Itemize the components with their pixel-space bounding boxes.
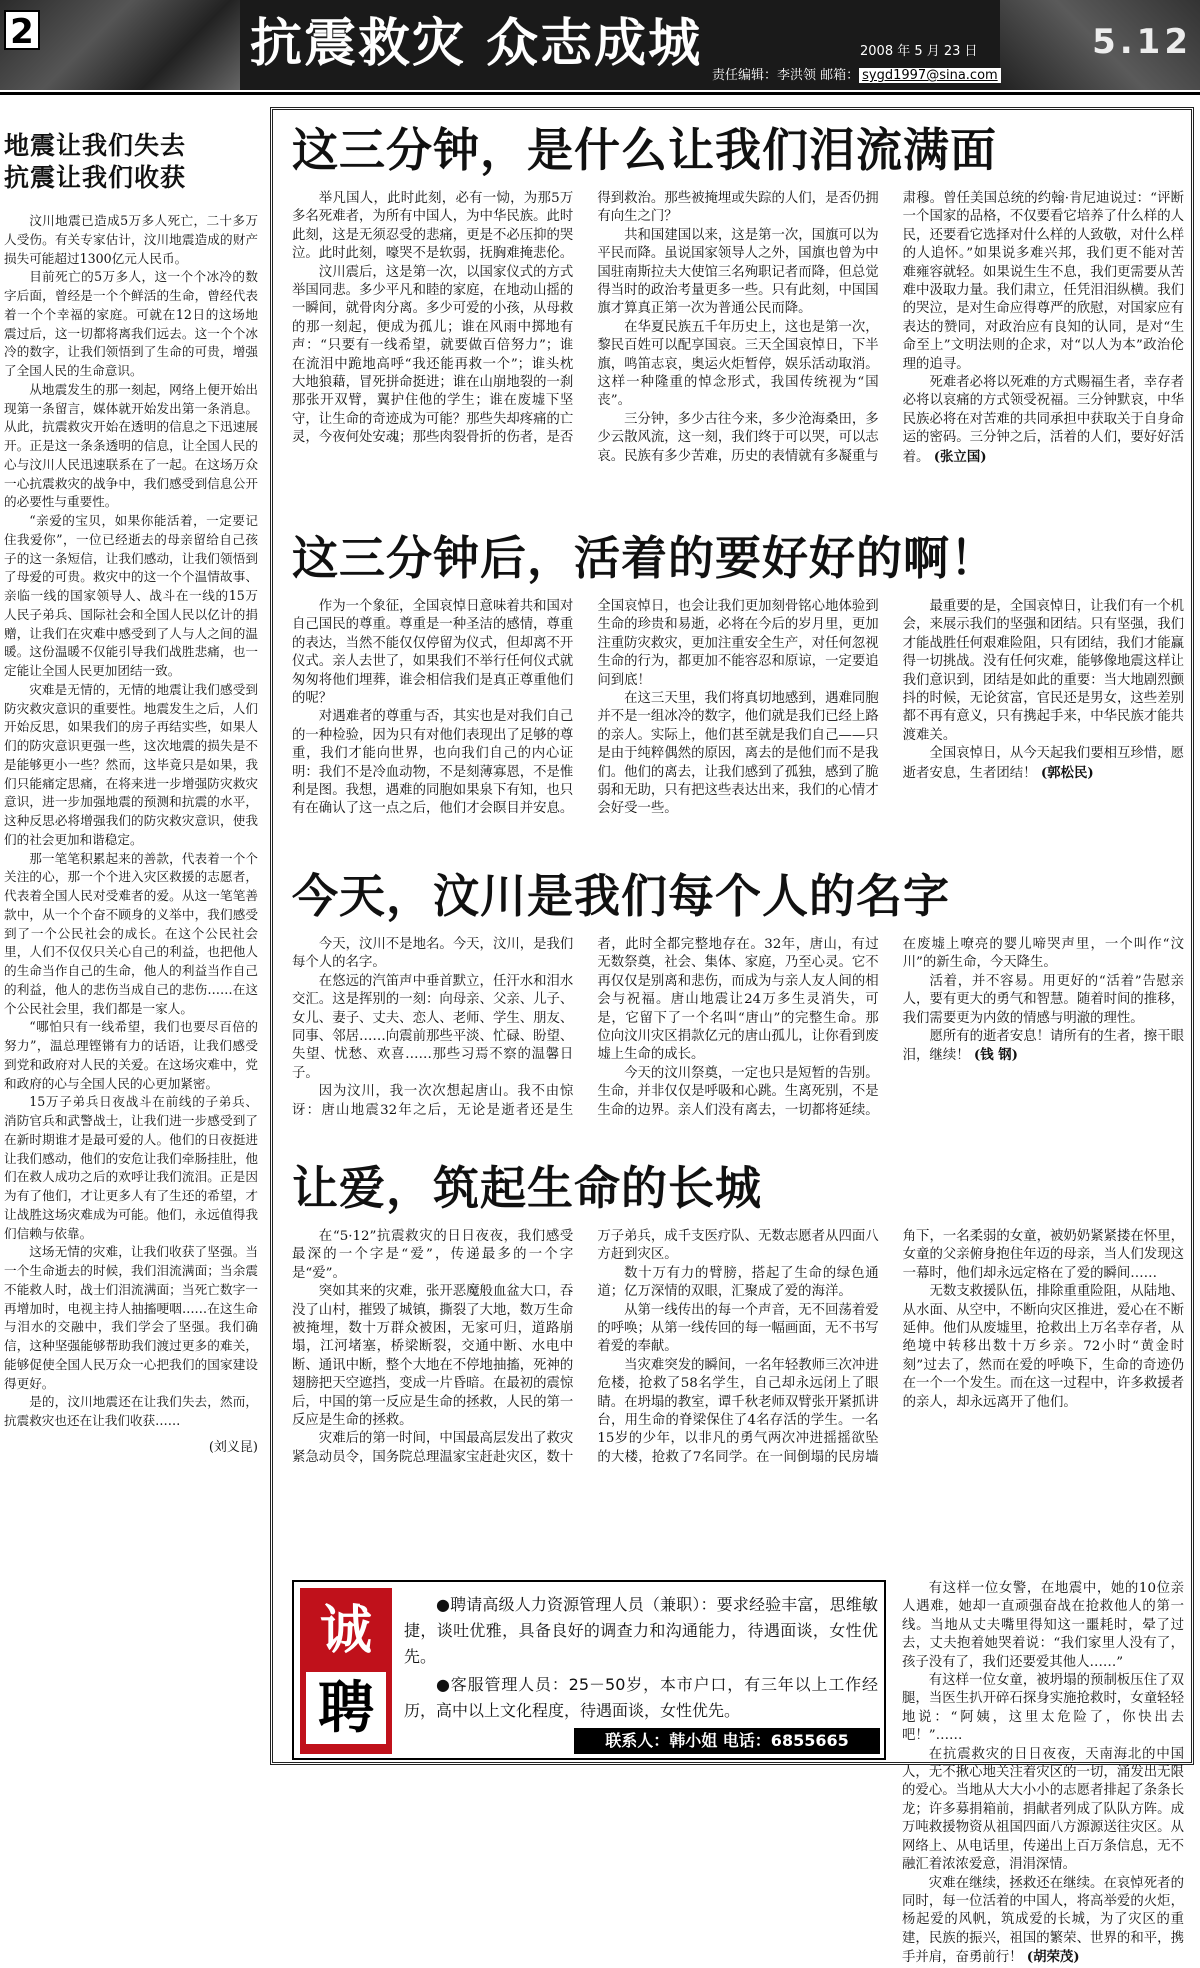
article-paragraph: 举凡国人，此时此刻，必有一恸，为那5万多名死难者，为所有中国人，为中华民族。此时此刻，这是无须忍受的悲痛，更是不必压抑的哭泣。此时此刻，嚎哭不是软弱，抚胸难掩悲伦。: [292, 191, 574, 262]
article-4-byline: (胡荣茂): [1026, 1949, 1080, 1966]
ad-text: [404, 1592, 878, 1726]
article-paragraph: 在“5·12”抗震救灾的日日夜夜，我们感受最深的一个字是“爱”，传递最多的一个字是“爱”。: [292, 1229, 574, 1281]
article-paragraph: 汶川震后，这是第一次，以国家仪式的方式举国同悲。多少平凡和睦的家庭，在地动山摇的一瞬间，就骨肉分离。多少可爱的小孩，从母救的那一刻起，便成为孤儿；谁在风雨中掷地有声：“只要有一线希望，就要做百倍努力”；谁在流泪中跪地高呼“我还能再救一个”；谁头枕大地狼藉，冒死拼命挺进；谁在山崩地裂的一刹那张开双臂，翼护住他的学生；谁在废墟下坚守，让生命的奇迹成为可能？那些失却疼痛的亡灵，今夜何处安魂；那些肉裂骨折的伤者，是否得到救治。那些被掩埋或失踪的人们，是否仍拥有向生之门？: [292, 191, 879, 446]
left-article-byline: (刘义昆): [208, 1439, 258, 1455]
left-paragraph: 目前死亡的5万多人，这一个个冰冷的数字后面，曾经是一个个鲜活的生命，曾经代表着一个个幸福的家庭。可就在12日的这场地震过后，这一切都将离我们远去。这一个个冰冷的数字，让我们领悟到了生命的可贵，增强了全国人民的生命意识。: [4, 269, 258, 378]
article-paragraph: 有这样一位女警，在地震中，她的10位亲人遇难，她却一直顽强奋战在抢救他人的第一线。当地从丈夫嘴里得知这一噩耗时，晕了过去，丈夫抱着她哭着说：“我们家里人没有了，孩子没有了，我们还要爱其他人……”: [902, 1581, 1184, 1670]
left-paragraph: 汶川地震已造成5万多人死亡，二十多万人受伤。有关专家估计，汶川地震造成的财产损失可能超过1300亿元人民币。: [4, 213, 258, 266]
article-3-title: 今天，汶川是我们每个人的名字: [292, 869, 950, 923]
article-2-title: 这三分钟后，活着的要好好的啊！: [292, 531, 997, 585]
article-paragraph: 从第一线传出的每一个声音，无不回荡着爱的呼唤；从第一线传回的每一幅画面，无不书写着爱的奉献。: [597, 1302, 879, 1355]
article-last-text: 灾难在继续，拯救还在继续。在哀悼死者的同时，每一位活着的中国人，将高举爱的火炬，杨起爱的风帆，筑成爱的长城，为了灾区的重建，民族的振兴，祖国的繁荣、世界的和平，携手并肩，奋勇前行！: [902, 1875, 1184, 1966]
article-paragraph: 作为一个象征，全国哀悼日意味着共和国对自己国民的尊重。尊重是一种圣洁的感情，尊重的表达，当然不能仅仅停留为仪式，但却离不开仪式。亲人去世了，如果我们不举行任何仪式就匆匆将他们埋葬，谁会相信我们是真正尊重他们的呢？: [292, 599, 574, 707]
header-rule: [0, 92, 1200, 95]
left-paragraph: 那一笔笔积累起来的善款，代表着一个个关注的心，那一个个进入灾区救援的志愿者，代表着全国人民对受难者的爱。从这一笔笔善款中，从一个个奋不顾身的义举中，我们感受到了一个公民社会的成长。在这个公民社会里，人们不仅仅只关心自己的利益，也把他人的生命当作自己的生命，他人的利益当作自己的利益，他人的悲伤当成自己的悲伤……在这个公民社会里，我们都是一家人。: [4, 850, 258, 1016]
article-3-body: [292, 936, 1184, 1150]
article-paragraph: 最重要的是，全国哀悼日，让我们有一个机会，来展示我们的坚强和团结。只有坚强，我们才能战胜任何艰难险阻，只有团结，我们才能赢得一切挑战。没有任何灾难，能够像地震这样让我们意识到，团结是如此的重要：当大地剧烈颤抖的时候，无论贫富，官民还是男女，这些差别都不再有意义，只有携起手来，中华民族才能共渡难关。: [902, 599, 1184, 743]
article-paragraph: 有这样一位女童，被坍塌的预制板压住了双腿，当医生扒开碎石探身实施抢救时，女童轻轻地说：“阿姨，这里太危险了，你快出去吧！”……: [902, 1673, 1184, 1744]
article-paragraph: [903, 745, 1184, 783]
article-paragraph: [902, 1875, 1184, 1968]
article-paragraph: 在华夏民族五千年历史上，这也是第一次，黎民百姓可以配享国哀。三天全国哀悼日，下半旗，鸣笛志哀，奥运火炬暂停，娱乐活动取消。这样一种隆重的悼念形式，我国传统视为“国丧”。: [597, 319, 879, 409]
header-logo-512: 5.12: [1092, 22, 1192, 62]
article-paragraph: 三分钟，多少古往今来，多少沧海桑田，多少云散风流，这一刻，我们终于可以哭，可以志哀。民族有多少苦难，历史的表情就有多凝重与肃穆。曾任美国总统的约翰·肯尼迪说过：“评断一个国家的品格，不仅要看它培养了什么样的人民，还要看它选择对什么样的人致敬，对什么样的人追怀。”如果说多难兴邦，我们更不能对苦难雍容就轻。如果说生生不息，我们更需要从苦难中汲取力量。我们肃立，任凭泪泪纵横。我们的哭泣，是对生命应得尊严的欣慰，对国家应有表达的赞同，对政治应有良知的认同，是对“生命至上”文明法则的企求，对“以人为本”政治伦理的追寻。: [597, 191, 1184, 464]
article-4: [292, 1160, 1184, 1568]
header-title: 抗震救灾 众志成城: [250, 13, 703, 74]
header-date: 2008 年 5 月 23 日: [860, 44, 978, 59]
article-last-text: 死难者必将以死难的方式赐福生者，幸存者必将以哀痛的方式领受祝福。三分钟默哀，中华民族必将在对苦难的共同承担中获取关于自身命运的密码。三分钟之后，活着的人们，要好好活着。: [902, 375, 1184, 465]
ad-badge: [300, 1588, 392, 1754]
ad-char-2: 聘: [306, 1672, 386, 1744]
job-ad: [292, 1580, 886, 1760]
article-paragraph: [903, 374, 1184, 467]
ad-char-1: 诚: [319, 1600, 372, 1661]
article-paragraph: 无数支救援队伍，排除重重险阻，从陆地、从水面、从空中，不断向灾区推进，爱心在不断延伸。他们从废墟里，抢救出上万名幸存者，从绝境中转移出数十万乡亲。72小时“黄金时刻”过去了，然而在爱的呼唤下，生命的奇迹仍在一个一个发生。而在这一过程中，许多救援者的亲人，却永远离开了他们。: [902, 1284, 1184, 1410]
article-paragraph: 今天的汶川祭奠，一定也只是短暂的告别。生命，并非仅仅是呼吸和心跳。生离死别，不是生命的边界。亲人们没有离去，一切都将延续。在废墟上嘹亮的婴儿啼哭声里，一个叫作“汶川”的新生命，今天降生。: [597, 937, 1184, 1118]
article-paragraph: 当灾难突发的瞬间，一名年轻教师三次冲进危楼，抢救了58名学生，自己却永远闭上了眼睛。在坍塌的教室，谭千秋老师双臂张开紧抓讲台，用生命的脊梁保住了4名存活的学生。一名15岁的少年，以非凡的勇气两次冲进摇摇欲坠的大楼，抢救了7名同学。在一间倒塌的民房墙角下，一名柔弱的女童，被奶奶紧紧搂在怀里，女童的父亲俯身抱住年迈的母亲，当人们发现这一幕时，他们却永远定格在了爱的瞬间……: [597, 1229, 1184, 1465]
article-paragraph: 突如其来的灾难，张开恶魔般血盆大口，吞没了山村，摧毁了城镇，撕裂了大地，数万生命被掩埋，数十万群众被困，无家可归，道路崩塌，江河堵塞，桥梁断裂，交通中断、水电中断、通讯中断，整个大地在不停地抽搐，死神的翅膀把天空遮挡，变成一片昏暗。在最初的震惊后，中国的第一反应是生命的拯救，人民的第一反应是生命的拯救。: [292, 1284, 574, 1429]
article-paragraph: 在抗震救灾的日日夜夜，天南海北的中国人，无不揪心地关注着灾区的一切，涌发出无限的爱心。当地从大大小小的志愿者排起了条条长龙；许多募捐箱前，捐献者列成了队队方阵。成万吨救援物资从祖国四面八方源源送往灾区。从网络上、从电话里，传递出上百万条信息，无不融汇着浓浓爱意，涓涓深情。: [902, 1746, 1184, 1873]
left-paragraph: 从地震发生的那一刻起，网络上便开始出现第一条留言，媒体就开始发出第一条消息。从此，抗震救灾开始在透明的信息之下迅速展开。正是这一条条透明的信息，让全国人民的心与汶川人民迅速联系在了一起。在这场万众一心抗震救灾的战争中，我们感受到信息公开的必要性与重要性。: [4, 381, 258, 510]
article-1-body: [292, 190, 1184, 574]
ad-line-1: ●聘请高级人力资源管理人员（兼职）：要求经验丰富，思维敏捷，谈吐优雅，具备良好的调查力和沟通能力，待遇面谈，女性优先。: [404, 1595, 878, 1666]
article-1: [292, 122, 1184, 574]
editor-label: 责任编辑：李洪领 邮箱：: [712, 68, 860, 83]
left-paragraph: 灾难是无情的，无情的地震让我们感受到防灾救灾意识的重要性。地震发生之后，人们开始反思，如果我们的房子再结实些，如果人们的防灾意识更强一些，这次地震的损失是不是能够更小一些？然而，这毕竟只是如果，我们只能痛定思痛，在将来进一步增强防灾救灾意识，进一步加强地震的预测和抗震的水平，这种反思必将增强我们的防灾救灾意识，使我们的社会更加和谐稳定。: [4, 681, 258, 847]
ad-contact: 联系人：韩小姐 电话：6855665: [574, 1728, 880, 1754]
left-paragraph: 这场无情的灾难，让我们收获了坚强。当一个生命逝去的时候，我们泪流满面；当余震不能救人时，战士们泪流满面；当死亡数字一再增加时，电视主持人抽搐哽咽……在这生命与泪水的交融中，我们学会了坚强。我们确信，这种坚强能够帮助我们渡过更多的难关，能够促使全国人民万众一心把我们的国家建设得更好。: [4, 1244, 258, 1391]
article-paragraph: [903, 1028, 1184, 1066]
article-paragraph: 活着，并不容易。用更好的“活着”告慰亲人，要有更大的勇气和智慧。随着时间的推移，我们需要更为内敛的情感与明澈的理性。: [902, 973, 1184, 1026]
left-article-body: [4, 212, 258, 1458]
article-4-title: 让爱，筑起生命的长城: [292, 1161, 762, 1215]
article-paragraph: 今天，汶川不是地名。今天，汶川，是我们每个人的名字。: [292, 937, 574, 971]
left-paragraph: “哪怕只有一线希望，我们也要尽百倍的努力”，温总理铿锵有力的话语，让我们感受到党和政府对人民的关爱。在这场灾难中，党和政府的心与全国人民的心更加紧密。: [4, 1019, 258, 1091]
left-title-line1: 地震让我们失去: [4, 131, 187, 160]
ad-line-2: ●客服管理人员：25－50岁，本市户口，有三年以上工作经历，高中以上文化程度，待遇面谈，女性优先。: [404, 1675, 878, 1720]
left-article: [4, 130, 258, 1458]
article-paragraph: 因为汶川，我一次次想起唐山。我不由惊讶：唐山地震32年之后，无论是逝者还是生者，此时全都完整地存在。32年，唐山，有过无数祭奠，社会、集体、家庭，乃至心灵。它不再仅仅是别离和悲伤，而成为与亲人友人间的相会与祝福。唐山地震让24万多生灵消失，可是，它留下了一个名叫“唐山”的完整生命。那位向汶川灾区捐款亿元的唐山孤儿，让你看到废墟上生命的成长。: [292, 937, 879, 1118]
article-3-byline: (钱 钢): [973, 1047, 1018, 1064]
article-paragraph: 数十万有力的臂膀，搭起了生命的绿色通道；亿万深情的双眼，汇聚成了爱的海洋。: [597, 1265, 879, 1300]
page-number: 2: [4, 10, 40, 50]
article-4-continuation: [902, 1580, 1184, 1968]
article-paragraph: 对遇难者的尊重与否，其实也是对我们自己的一种检验，因为只有对他们表现出了足够的尊重，我们才能向世界，也向我们自己的内心证明：我们不是冷血动物，不是刻薄寡恩，不是惟利是图。我想，遇难的同胞如果泉下有知，也只有在确认了这一点之后，他们才会瞑目并安息。全国哀悼日，也会让我们更加刻骨铭心地体验到生命的珍贵和易逝，必将在今后的岁月里，更加注重防灾救灾，更加注重安全生产，对任何忽视生命的行为，都更加不能容忍和原谅，一定要追问到底！: [292, 599, 879, 817]
article-last-text: 愿所有的逝者安息！请所有的生者，擦干眼泪，继续！: [902, 1029, 1184, 1064]
left-paragraph: 是的，汶川地震还在让我们失去，然而，抗震救灾也还在让我们收获……: [4, 1394, 258, 1428]
article-1-byline: (张立国): [933, 448, 987, 465]
left-title-line2: 抗震让我们收获: [4, 163, 187, 192]
article-1-title: 这三分钟，是什么让我们泪流满面: [292, 123, 997, 177]
editor-email-link[interactable]: sygd1997@sina.com: [859, 68, 1001, 83]
left-article-title: [4, 130, 258, 194]
left-paragraph: “亲爱的宝贝，如果你能活着，一定要记住我爱你”，一位已经逝去的母亲留给自己孩子的这一条短信，让我们感动，让我们领悟到了母爱的可贵。救灾中的这一个个温情故事、亲临一线的国家领导人、战斗在一线的15万人民子弟兵、国际社会和全国人民以亿计的捐赠，让我们在灾难中感受到了人与人之间的温暖。这份温暖不仅能引导我们战胜悲痛，也一定能让全国人民更加团结一致。: [4, 513, 258, 678]
article-paragraph: 灾难后的第一时间，中国最高层发出了救灾紧急动员令，国务院总理温家宝赶赴灾区，数十万子弟兵，成千支医疗队、无数志愿者从四面八方赶到灾区。: [292, 1229, 879, 1465]
article-paragraph: 共和国建国以来，这是第一次，国旗可以为平民而降。虽说国家领导人之外，国旗也曾为中国驻南斯拉夫大使馆三名殉职记者而降，但总觉得当时的政治考量更多一些。只有此刻，中国国旗才算真正第一次为普通公民而降。: [597, 227, 879, 317]
article-last-text: 全国哀悼日，从今天起我们要相互珍惜，愿逝者安息，生者团结！: [902, 746, 1184, 781]
left-paragraph: 15万子弟兵日夜战斗在前线的子弟兵、消防官兵和武警战士，让我们进一步感受到了在新时期谁才是最可爱的人。他们的日夜挺进让我们感动，他们的安危让我们牵肠挂肚，他们在救人成功之后的欢呼让我们流泪。正是因为有了他们，才让更多人有了生还的希望，才让战胜这场灾难成为可能。他们，永远值得我们信赖与依靠。: [4, 1094, 258, 1241]
article-2: [292, 530, 1184, 870]
page-header: [0, 0, 1200, 90]
article-paragraph: 在这三天里，我们将真切地感到，遇难同胞并不是一组冰冷的数字，他们就是我们已经上路的亲人。实际上，他们甚至就是我们自己——只是由于纯粹偶然的原因，离去的是他们而不是我们。他们的离去，让我们感到了孤独，感到了脆弱和无助，只有把这些表达出来，我们的心情才会好受一些。: [597, 691, 879, 817]
article-2-byline: (郭松民): [1040, 764, 1094, 781]
article-paragraph: 在悠远的汽笛声中垂首默立，任汗水和泪水交汇。这是挥别的一刻：向母亲、父亲、儿子、女儿、妻子、丈夫、恋人、老师、学生、朋友、同事、邻居……向震前那些平淡、忙碌、盼望、失望、忧愁、欢喜……那些习焉不察的温馨日子。: [292, 973, 574, 1081]
article-2-body: [292, 598, 1184, 870]
article-4-body: [292, 1228, 1184, 1568]
header-editor: [712, 68, 1001, 84]
article-3: [292, 868, 1184, 1150]
